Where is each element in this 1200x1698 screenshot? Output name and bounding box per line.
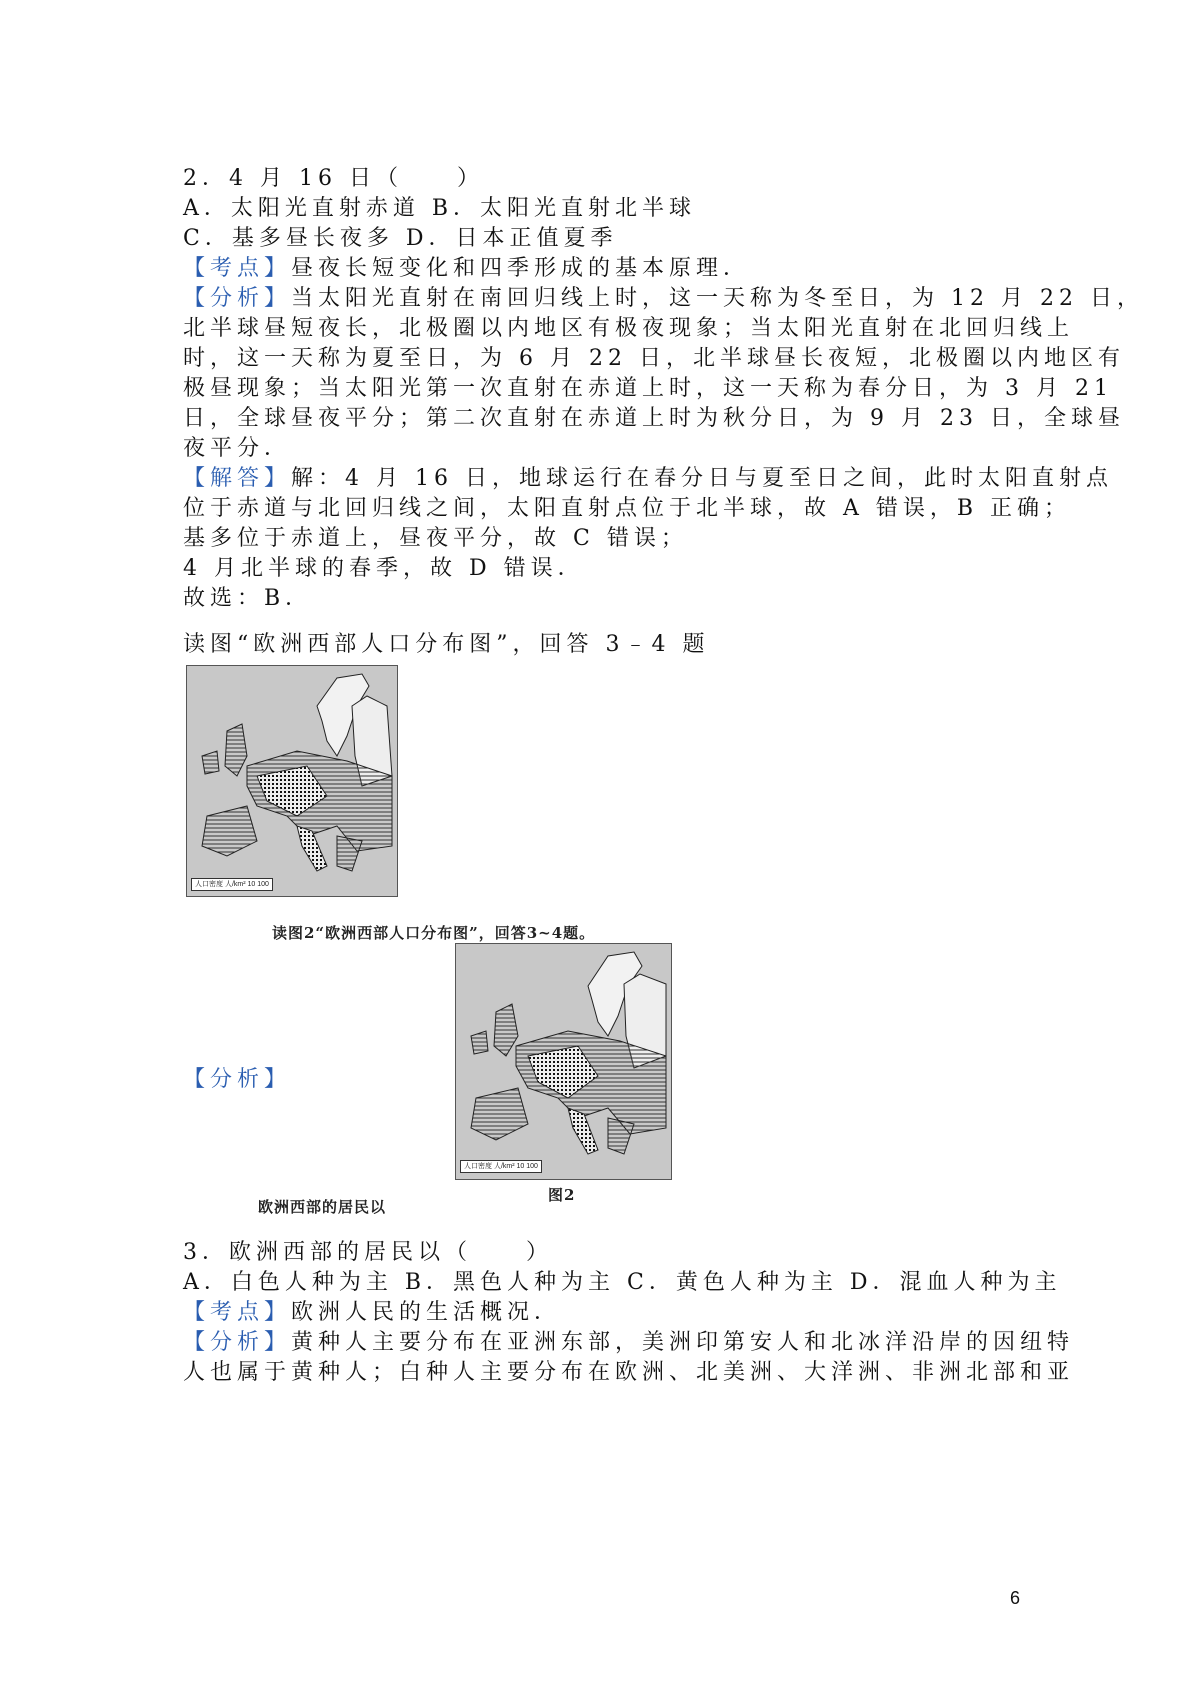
fenxi-text: 黄种人主要分布在亚洲东部，美洲印第安人和北冰洋沿岸的因纽特: [291, 1330, 1075, 1355]
q3-kaodian: [183, 1298, 561, 1328]
legend-unit: 人/km²: [493, 1163, 515, 1170]
q2-fenxi-line-0: [183, 284, 1144, 314]
legend-values: 10 100: [247, 881, 269, 888]
q3-stem: 3．欧洲西部的居民以（ ）: [183, 1240, 553, 1265]
map-legend-scan: [460, 1160, 542, 1173]
fenxi-tag: 【分析】: [183, 1330, 292, 1355]
fenxi-tag: 【分析】: [183, 286, 292, 311]
q2-fenxi-line-4: 日，全球昼夜平分；第二次直射在赤道上时为秋分日，为 9 月 23 日，全球昼: [183, 406, 1125, 431]
scan-fenxi-tag: 【分析】: [183, 1067, 292, 1092]
q2-jieda-line-0: [183, 464, 1113, 494]
kaodian-text: 欧洲人民的生活概况．: [291, 1300, 562, 1325]
jieda-text: 解：4 月 16 日，地球运行在春分日与夏至日之间，此时太阳直射点: [291, 466, 1113, 491]
kaodian-tag: 【考点】: [183, 256, 292, 281]
q2-options-line2: C．基多昼长夜多 D．日本正值夏季: [183, 226, 618, 251]
legend-values: 10 100: [516, 1163, 538, 1170]
q2-fenxi-line-3: 极昼现象；当太阳光第一次直射在赤道上时，这一天称为春分日，为 3 月 21: [183, 376, 1113, 401]
q2-kaodian: [183, 254, 750, 284]
europe-population-map-scan: [455, 943, 672, 1180]
scan-caption-bottom-left: 欧洲西部的居民以: [258, 1198, 387, 1216]
legend-title: 人口密度: [464, 1163, 492, 1170]
q3-fenxi-line-1: 人也属于黄种人；白种人主要分布在欧洲、北美洲、大洋洲、非洲北部和亚: [183, 1360, 1075, 1385]
europe-population-map: [186, 665, 398, 897]
fenxi-text: 当太阳光直射在南回归线上时，这一天称为冬至日，为 12 月 22 日，: [291, 286, 1144, 311]
kaodian-text: 昼夜长短变化和四季形成的基本原理．: [291, 256, 751, 281]
jieda-tag: 【解答】: [183, 466, 292, 491]
q2-jieda-line-2: 基多位于赤道上，昼夜平分，故 C 错误；: [183, 526, 688, 551]
kaodian-tag: 【考点】: [183, 1300, 292, 1325]
scan-caption-top: 读图2“欧洲西部人口分布图”，回答3~4题。: [272, 924, 596, 942]
q2-jieda-line-1: 位于赤道与北回归线之间，太阳直射点位于北半球，故 A 错误，B 正确；: [183, 496, 1072, 521]
q2-jieda-line-4: 故选：B．: [183, 586, 313, 611]
q3-options: A．白色人种为主 B．黑色人种为主 C．黄色人种为主 D．混血人种为主: [183, 1270, 1062, 1295]
q2-fenxi-line-2: 时，这一天称为夏至日，为 6 月 22 日，北半球昼长夜短，北极圈以内地区有: [183, 346, 1125, 371]
scan-figure-label: 图2: [548, 1186, 576, 1204]
q3-fenxi-line-0: [183, 1328, 1074, 1358]
q2-options-line1: A．太阳光直射赤道 B．太阳光直射北半球: [183, 196, 697, 221]
legend-unit: 人/km²: [224, 881, 246, 888]
q2-stem: 2．4 月 16 日（ ）: [183, 166, 484, 191]
q2-fenxi-line-5: 夜平分．: [183, 436, 292, 461]
legend-title: 人口密度: [195, 881, 223, 888]
page-number: 6: [1010, 1588, 1021, 1608]
map-legend: [191, 878, 273, 891]
map-intro: 读图“欧洲西部人口分布图”，回答 3﹣4 题: [183, 632, 710, 657]
q2-jieda-line-3: 4 月北半球的春季，故 D 错误．: [183, 556, 585, 581]
q2-fenxi-line-1: 北半球昼短夜长，北极圈以内地区有极夜现象；当太阳光直射在北回归线上: [183, 316, 1075, 341]
